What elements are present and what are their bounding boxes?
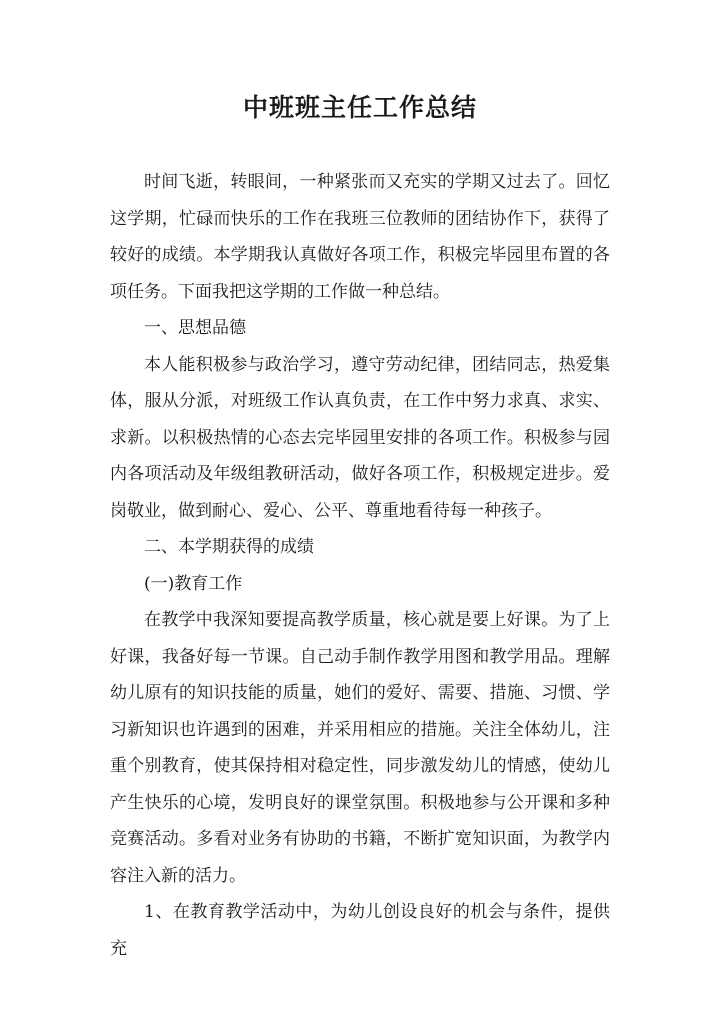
education-paragraph: 在教学中我深知要提高教学质量，核心就是要上好课。为了上好课，我备好每一节课。自己动手制作教学用图和教学用品。理解幼儿原有的知识技能的质量，她们的爱好、需要、措施、习惯、学习新知识也许遇到的困难，并采用相应的措施。关注全体幼儿，注重个别教育，使其保持相对稳定性，同步激发幼儿的情感，使幼儿产生快乐的心境，发明良好的课堂氛围。积极地参与公开课和多种竞赛活动。多看对业务有协助的书籍，不断扩宽知识面，为教学内容注入新的活力。 xyxy=(110,610,610,886)
intro-paragraph: 时间飞逝，转眼间，一种紧张而又充实的学期又过去了。回忆这学期，忙碌而快乐的工作在我班三位教师的团结协作下，获得了较好的成绩。本学期我认真做好各项工作，积极完毕园里布置的各项任务。下面我把这学期的工作做一种总结。 xyxy=(110,172,610,302)
document-title: 中班班主任工作总结 xyxy=(242,93,477,122)
section-heading-ideology: 一、思想品德 xyxy=(144,318,246,338)
item-1-paragraph: 1、在教育教学活动中，为幼儿创设良好的机会与条件，提供充 xyxy=(110,902,610,959)
subsection-heading-education: (一)教育工作 xyxy=(144,573,243,594)
section-heading-achievements: 二、本学期获得的成绩 xyxy=(144,537,314,557)
ideology-paragraph: 本人能积极参与政治学习，遵守劳动纪律，团结同志，热爱集体，服从分派，对班级工作认真负责，在工作中努力求真、求实、求新。以积极热情的心态去完毕园里安排的各项工作。积极参与园内各项活动及年级组教研活动，做好各项工作，积极规定进步。爱岗敬业，做到耐心、爱心、公平、尊重地看待每一种孩子。 xyxy=(110,354,610,521)
document-body xyxy=(110,164,610,967)
